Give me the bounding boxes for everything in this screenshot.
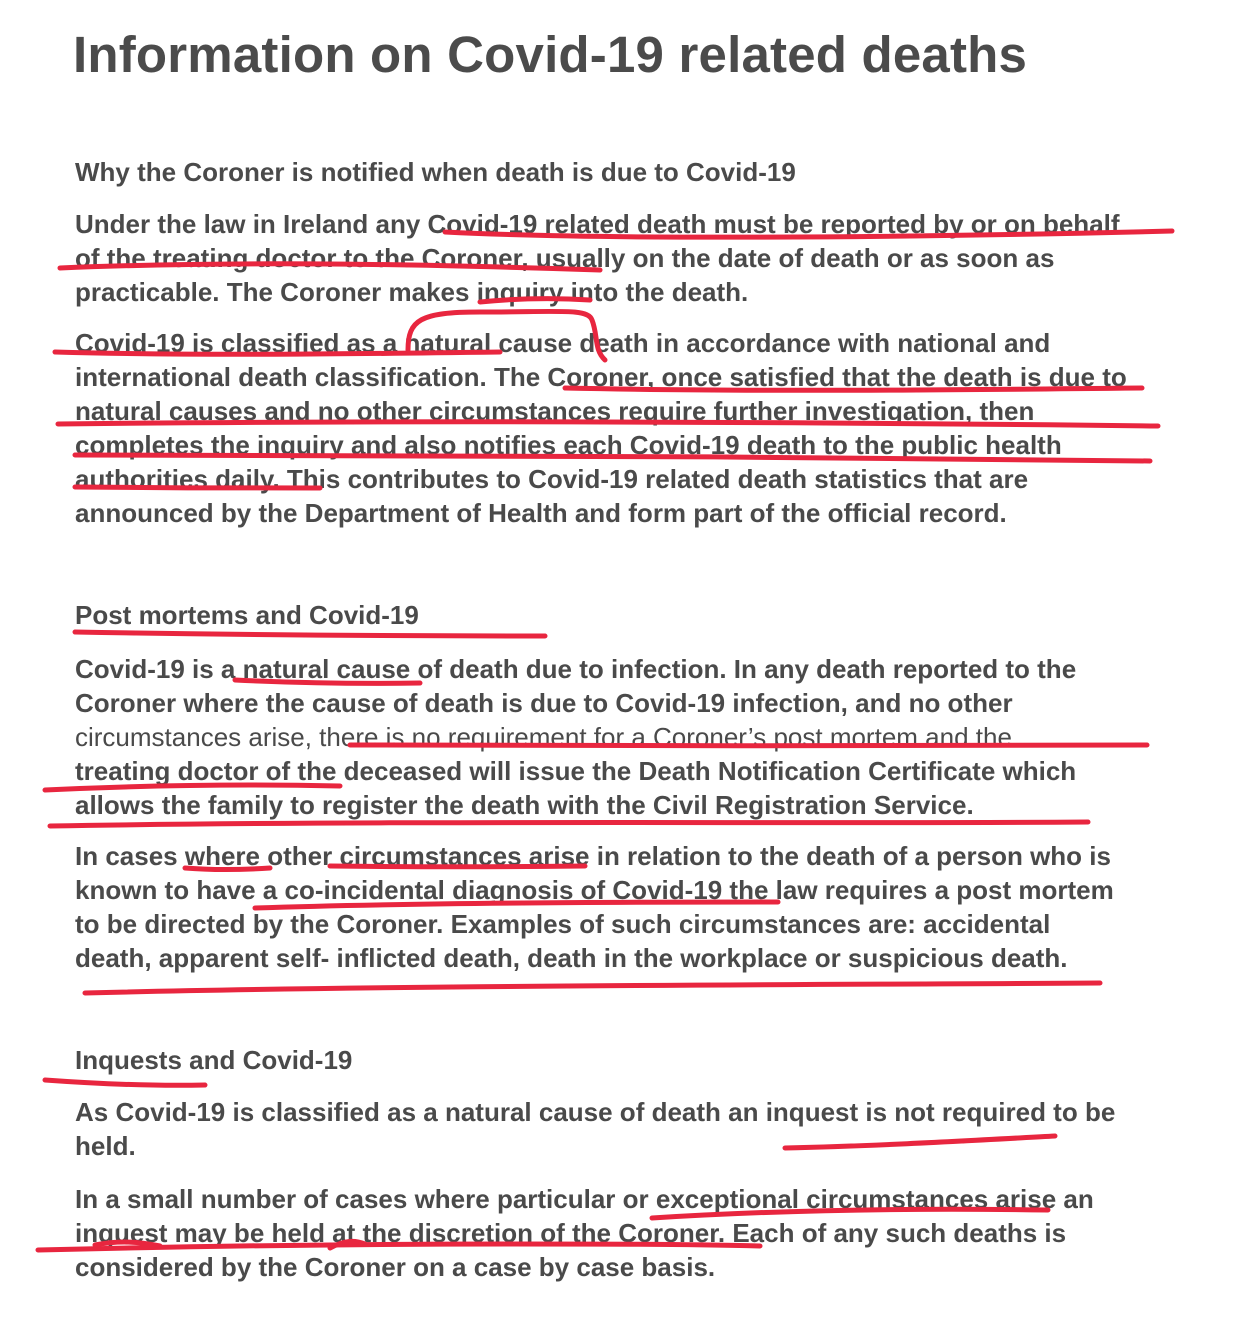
paragraph-line: As Covid-19 is classified as a natural cause of death an inquest is not required to be <box>75 1097 1116 1127</box>
paragraph-line: Coroner where the cause of death is due to Covid-19 infection, and no other <box>75 688 1013 718</box>
paragraph-line: Covid-19 is a natural cause of death due to infection. In any death reported to the <box>75 654 1077 684</box>
paragraph-line: international death classification. The Coroner, once satisfied that the death is due to <box>75 362 1127 392</box>
paragraph-line: practicable. The Coroner makes inquiry into the death. <box>75 277 749 307</box>
paragraph-line: considered by the Coroner on a case by case basis. <box>75 1252 716 1282</box>
paragraph-line: allows the family to register the death with the Civil Registration Service. <box>75 790 974 820</box>
paragraph-line: Under the law in Ireland any Covid-19 related death must be reported by or on behalf <box>75 209 1120 239</box>
paragraph-line: natural causes and no other circumstances require further investigation, then <box>75 396 1035 426</box>
paragraph-other-circumstances <box>75 839 1185 975</box>
paragraph-line: treating doctor of the deceased will issue the Death Notification Certificate which <box>75 756 1077 786</box>
paragraph-line: completes the inquiry and also notifies each Covid-19 death to the public health <box>75 430 1062 460</box>
paragraph-line: known to have a co-incidental diagnosis of Covid-19 the law requires a post mortem <box>75 875 1114 905</box>
paragraph-line: inquest may be held at the discretion of the Coroner. Each of any such deaths is <box>75 1218 1067 1248</box>
paragraph-line: In a small number of cases where particular or exceptional circumstances arise an <box>75 1184 1094 1214</box>
paragraph-line: to be directed by the Coroner. Examples of such circumstances are: accidental <box>75 909 1051 939</box>
paragraph-inquest-discretion <box>75 1182 1185 1284</box>
section-heading-post-mortems: Post mortems and Covid-19 <box>75 600 419 630</box>
section-heading-coroner-notified: Why the Coroner is notified when death is due to Covid-19 <box>75 157 796 187</box>
paragraph-line: In cases where other circumstances arise in relation to the death of a person who is <box>75 841 1111 871</box>
paragraph-line: Covid-19 is classified as a natural cause death in accordance with national and <box>75 328 1051 358</box>
paragraph-reporting-law <box>75 207 1185 309</box>
paragraph-no-post-mortem <box>75 652 1185 822</box>
paragraph-line: of the treating doctor to the Coroner, usually on the date of death or as soon as <box>75 243 1055 273</box>
paragraph-line: announced by the Department of Health and form part of the official record. <box>75 498 1007 528</box>
paragraph-line: authorities daily. This contributes to Covid-19 related death statistics that are <box>75 464 1029 494</box>
paragraph-line: circumstances arise, there is no requirement for a Coroner’s post mortem and the <box>75 722 1012 752</box>
paragraph-inquest-not-required <box>75 1095 1185 1163</box>
page-title: Information on Covid-19 related deaths <box>73 26 1028 83</box>
paragraph-line: held. <box>75 1131 136 1161</box>
paragraph-natural-cause-classification <box>75 326 1185 530</box>
paragraph-line: death, apparent self- inflicted death, death in the workplace or suspicious death. <box>75 943 1068 973</box>
section-heading-inquests: Inquests and Covid-19 <box>75 1045 353 1075</box>
